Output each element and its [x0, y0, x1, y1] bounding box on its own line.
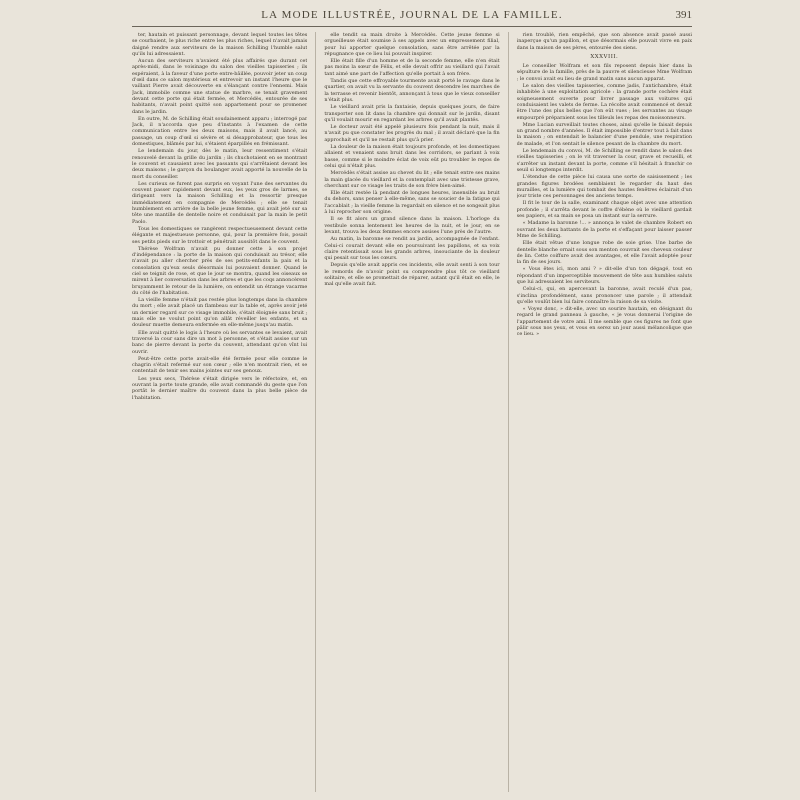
column-divider — [315, 32, 316, 792]
paragraph: Il se fit alors un grand silence dans la maison. L'horloge du vestibule sonna lentement les heures de la nuit, et le jour, en se levant, trouva les deux femmes encore assises l'une près de l'autre. — [324, 216, 500, 235]
paragraph: La douleur de la maison était toujours profonde, et les domestiques allaient et venaient sans bruit dans les corridors, se parlant à voix basse, comme si le moindre éclat de voix eût pu troubler le repos de celui qui n'était plus. — [324, 144, 500, 169]
column-1 — [132, 32, 307, 792]
page-header — [132, 8, 692, 27]
paragraph: Les yeux secs, Thérèse s'était dirigée vers le réfectoire, et, en ouvrant la porte toute grande, elle avait commandé du geste que l'on portât le dernier maître du couvent dans la plus belle pièce de l'habitation. — [132, 375, 308, 401]
paragraph: Elle avait quitté le logis à l'heure où les servantes se levaient, avait traversé la cour sans dire un mot à personne, et s'était assise sur un banc de pierre devant la porte du couvent, attendant qu'on vînt lui ouvrir. — [132, 329, 308, 355]
section-number: XXXVIII. — [590, 53, 619, 60]
paragraph: Le lendemain du jour, dès le matin, leur ressentiment s'était renouvelé devant la grille du jardin ; ils chuchotaient en se montrant le couvent et causaient avec les passants qui s'arrêtaient devant les deux maisons ; le garçon du boulanger avait apporté la nouvelle de la mort du conseiller. — [132, 148, 308, 180]
column-divider — [508, 32, 509, 792]
paragraph: Tous les domestiques se rangèrent respectueusement devant cette élégante et majestueuse personne, qui, pour la première fois, posait ses petits pieds sur le trottoir et pénétrait aussitôt dans le couvent. — [132, 225, 308, 245]
paragraph: Le lendemain du convoi, M. de Schilling se rendit dans le salon des vieilles tapisseries ; on le vit traverser la cour, grave et recueilli, et s'arrêter un instant devant la porte, comme s'il hésitait à franchir ce seuil si longtemps interdit. — [516, 148, 692, 173]
paragraph: elle tendit sa main droite à Mercédès. Cette jeune femme si orgueilleuse était soumise à ses appels avec un empressement filial, pour lui apporter quelque consolation, sans être arrêtée par la répugnance que ce lieu lui pouvait inspirer. — [324, 32, 500, 57]
paragraph: En outre, M. de Schilling était soudainement apparu ; interrogé par Jack, il n'accorda que peu d'instants à l'examen de cette communication entre les deux maisons, mais il avait lancé, au passage, un coup d'œil si sévère et si désapprobateur, que tous les domestiques, blâmés par lui, s'étaient éparpillés en frémissant. — [132, 115, 308, 148]
paragraph: « Madame la baronne !... » annonça le valet de chambre Robert en ouvrant les deux battants de la porte et s'effaçant pour laisser passer Mme de Schilling. — [516, 220, 692, 239]
paragraph: Le docteur avait été appelé plusieurs fois pendant la nuit, mais il n'avait pu que constater les progrès du mal ; il avait déclaré que la fin approchait et qu'il ne restait plus qu'à prier. — [324, 124, 500, 143]
paragraph: Thérèse Wolfram n'avait pu donner cette à son projet d'indépendance : la porte de la maison qui conduisait au trésor, elle n'avait pu aller chercher près de ses petits-enfants la paix et la consolation qu'eux seuls désormais lui pouvaient donner. Quand le ciel se teignit de rose, et que le jour se montra, quand les oiseaux se mirent à lier conversation dans les arbres et que les coqs annoncèrent bruyamment le retour de la lumière, on entendit un étrange vacarme du côté de l'habitation. — [132, 245, 308, 296]
text-columns — [132, 32, 692, 792]
paragraph: rien troublé, rien empêché, que son absence avait passé aussi inaperçue qu'un papillon, et que désormais elle pouvait vivre en paix dans la maison de ses pères, entourée des siens. — [516, 32, 692, 51]
paragraph: Le conseiller Wolfram et son fils reposent depuis hier dans la sépulture de la famille, près de la pauvre et silencieuse Mme Wolfram ; le convoi avait eu lieu de grand matin sans aucun apparat. — [516, 63, 692, 82]
paragraph: Il fit le tour de la salle, examinant chaque objet avec une attention profonde ; il s'arrêta devant le coffre d'ébène où le vieillard gardait ses papiers, et sa main se posa un instant sur la serrure. — [516, 200, 692, 220]
column-2 — [324, 32, 499, 792]
paragraph: Les curieux se furent pas surpris en voyant l'une des servantes du couvent passer rapidement devant eux, les yeux gros de larmes, se dirigeant vers la maison Schilling et la ressortir presque immédiatement en compagnie de Mercédès ; elle se tenait humblement en arrière de la belle jeune femme, qui avait jeté sur sa tête une mantille de dentelle noire et conduisait par la main le petit Paolo. — [132, 180, 308, 225]
paragraph: Le salon des vieilles tapisseries, comme jadis, l'antichambre, était inhabitée à une exploitation agricole : la grande porte cochère était soigneusement ouverte pour livrer passage aux voitures qui conduisaient les valets de ferme. La récolte avait commencé et devait être l'une des plus belles que l'on eût vues ; les servantes au visage empourpré préparaient sous les tilleuls les repas des moissonneurs. — [516, 83, 692, 121]
paragraph: Mercédès s'était assise au chevet du lit ; elle tenait entre ses mains la main glacée du vieillard et la contemplait avec une tristesse grave, cherchant sur ce visage les traits de son frère bien-aimé. — [324, 170, 500, 189]
paragraph: Mme Lucian surveillait toutes choses, ainsi qu'elle le faisait depuis un grand nombre d'années. Il était impossible d'entrer tout à fait dans la maison ; on entendait le balancier d'une pendule, une respiration de malade, et l'on sentait le silence pesant de la chambre du mort. — [516, 121, 692, 147]
paragraph: « Vous êtes ici, mon ami ? » dit-elle d'un ton dégagé, tout en répondant d'un imperceptible mouvement de tête aux humbles saluts que lui adressaient les serviteurs. — [516, 266, 692, 285]
paragraph: Depuis qu'elle avait appris ces incidents, elle avait senti à son tour le remords de n'avoir point su comprendre plus tôt ce vieillard solitaire, et elle se promettait de réparer, autant qu'il était en elle, le mal qu'elle avait fait. — [324, 262, 500, 288]
column-3 — [517, 32, 692, 792]
paragraph: Elle était fille d'un homme et de la seconde femme, elle n'en était pas moins la sœur de Félix, et elle devait offrir au vieillard qui l'avait tant aimé une part de l'affection qu'elle portait à son frère. — [324, 58, 500, 77]
paragraph: Tandis que cette effroyable tourmente avait porté le ravage dans le quartier, on avait vu la servante du couvent descendre les marches de la terrasse et revenir bientôt, annonçant à tous que le vieux conseiller n'était plus. — [324, 78, 500, 103]
running-title: LA MODE ILLUSTRÉE, JOURNAL DE LA FAMILLE. — [261, 9, 563, 21]
paragraph: Celui-ci, qui, en apercevant la baronne, avait reculé d'un pas, s'inclina profondément, sans prononcer une parole ; il attendait qu'elle voulût bien lui faire connaître la raison de sa visite. — [516, 286, 692, 305]
paragraph: La vieille femme n'était pas restée plus longtemps dans la chambre du mort ; elle avait placé un flambeau sur la table et, après avoir jeté un dernier regard sur ce visage immobile, s'était éloignée sans bruit ; mais elle ne voulut point qu'on allât réveiller les enfants, et sa douleur muette demeura enfermée en elle-même jusqu'au matin. — [132, 297, 308, 329]
paragraph: Le vieillard avait pris la fantaisie, depuis quelques jours, de faire transporter son lit dans la chambre qui donnait sur le jardin, disant qu'il voulait mourir en regardant les arbres qu'il avait plantés. — [324, 104, 500, 123]
paragraph: Peut-être cette porte avait-elle été fermée pour elle comme le chagrin s'était refermé sur son cœur ; elle n'en montrait rien, et se contentait de tenir ses mains jointes sur ses genoux. — [132, 355, 308, 375]
paragraph: Elle était restée là pendant de longues heures, insensible au bruit du dehors, sans penser à elle-même, sans se soucier de la fatigue qui l'accablait ; la vieille femme la regardait en silence et ne songeait plus à lui reprocher son origine. — [324, 190, 500, 216]
paragraph: Au matin, la baronne se rendit au jardin, accompagnée de l'enfant. Celui-ci courait devant elle en poursuivant les papillons, et sa voix claire retentissait sous les grands arbres, insouciante de la douleur qui pesait sur tous les cœurs. — [324, 236, 500, 262]
page-number: 391 — [675, 9, 692, 21]
paragraph: « Voyez donc, » dit-elle, avec un sourire hautain, en désignant du regard le grand panneau à gauche, « je vous donnerai l'origine de l'appartement de votre ami. Il me semble que ces figures ne font que pâlir sous nos yeux, et vous en serez un jour aussi mélancolique que ce lieu. » — [516, 306, 692, 338]
paragraph: ter, hautain et puissant personnage, devant lequel toutes les têtes se courbaient, le plus riche entre les plus riches, lequel n'avait jamais daigné rendre aux serviteurs de la maison Schilling l'humble salut qu'ils lui adressaient. — [132, 32, 308, 57]
paragraph: Aucun des serviteurs n'avaient été plus affairés que durant cet après-midi, dans le voisinage du salon des vieilles tapisseries ; ils espéraient, à la faveur d'une porte entre-bâillée, pouvoir jeter un coup d'œil dans ce salon mystérieux et entrevoir un instant l'heure que le vaillant Pierre avait découverte en s'élançant contre l'ennemi. Mais Jack, immobile comme une statue de marbre, se tenait gravement devant cette porte qui était fermée, et Mercédès, entourée de ses habitants, n'avait point quitté son appartement pour se promener dans le jardin. — [132, 58, 308, 115]
paragraph: Elle était vêtue d'une longue robe de soie grise. Une barbe de dentelle blanche ornait sous son menton couvrait ses cheveux couleur de lin. Cette coiffure avait des avantages, et elle l'avait adoptée pour la fin de ses jours. — [516, 240, 692, 266]
paragraph: L'étendue de cette pièce lui causa une sorte de saisissement ; les grandes figures brodées semblaient le regarder du haut des murailles, et la lumière qui tombait des hautes fenêtres éclairait d'un jour triste ces personnages des anciens temps. — [516, 174, 692, 200]
